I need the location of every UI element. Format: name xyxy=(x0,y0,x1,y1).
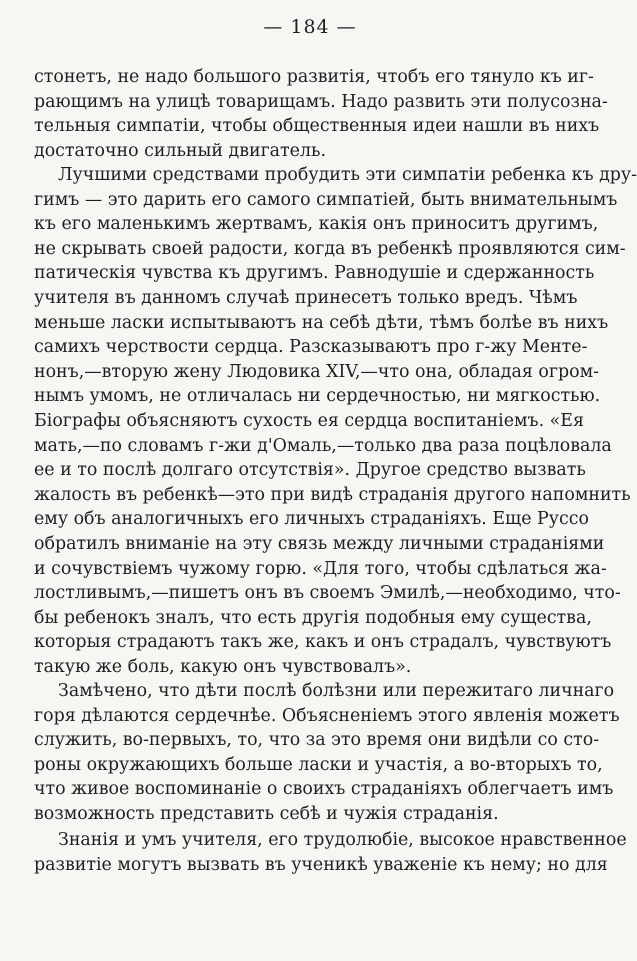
text-line: учителя въ данномъ случаѣ принесетъ только вредъ. Чѣмъ xyxy=(34,287,578,308)
text-line: лостливымъ,—пишетъ онъ въ своемъ Эмилѣ,—необходимо, что- xyxy=(34,583,621,604)
text-line: которыя страдаютъ такъ же, какъ и онъ страдалъ, чувствуютъ xyxy=(34,632,612,653)
text-line: Лучшими средствами пробудить эти симпатіи ребенка къ дру- xyxy=(58,165,637,185)
text-line: Знанія и умъ учителя, его трудолюбіе, высокое нравственное xyxy=(58,830,627,850)
page-number: — 184 — xyxy=(263,16,357,38)
text-line: не скрывать своей радости, когда въ ребенкѣ проявляются сим- xyxy=(34,238,626,259)
text-line: меньше ласки испытываютъ на себѣ дѣти, тѣмъ болѣе въ нихъ xyxy=(34,312,609,333)
paragraph-2 xyxy=(34,163,637,679)
text-line: ему объ аналогичныхъ его личныхъ страданіяхъ. Еще Руссо xyxy=(34,509,589,530)
text-line: бы ребенокъ зналъ, что есть другія подобныя ему существа, xyxy=(34,607,592,628)
paragraph-3 xyxy=(34,679,620,827)
text-line: Замѣчено, что дѣти послѣ болѣзни или пережитаго личнаго xyxy=(58,681,615,701)
text-line: самихъ черствости сердца. Разсказываютъ про г-жу Ментe- xyxy=(34,337,588,358)
text-line: роны окружающихъ больше ласки и участія, а во-вторыхъ то, xyxy=(34,754,603,775)
text-line: нонъ,—вторую жену Людовика XIV,—что она, обладая огром- xyxy=(34,361,599,382)
text-line: служить, во-первыхъ, то, что за это время они видѣли со сто- xyxy=(34,730,600,751)
text-line: и сочувствіемъ чужому горю. «Для того, чтобы сдѣлаться жа- xyxy=(34,558,607,579)
text-line: жалость въ ребенкѣ—это при видѣ страданія другого напомнить xyxy=(34,484,631,505)
text-line: развитіе могутъ вызвать въ ученикѣ уваженіе къ нему; но для xyxy=(34,854,608,875)
text-line: рающимъ на улицѣ товарищамъ. Надо развить эти полусозна- xyxy=(34,91,608,112)
text-line: къ его маленькимъ жертвамъ, какія онъ приноситъ другимъ, xyxy=(34,214,599,235)
text-line: тельныя симпатіи, чтобы общественныя идеи нашли въ нихъ xyxy=(34,116,600,137)
text-line: достаточно сильный двигатель. xyxy=(34,140,327,161)
text-line: стонетъ, не надо большого развитія, чтобъ его тянуло къ иг- xyxy=(34,67,594,87)
text-line: обратилъ вниманіе на эту связь между личными страданіями xyxy=(34,533,605,554)
text-line: горя дѣлаются сердечнѣе. Объясненіемъ этого явленія можетъ xyxy=(34,705,620,726)
text-line: патическія чувства къ другимъ. Равнодушіе и сдержанность xyxy=(34,263,595,284)
text-line: нымъ умомъ, не отличалась ни сердечностью, ни мягкостью. xyxy=(34,386,601,407)
text-line: такую же боль, какую онъ чувствовалъ». xyxy=(34,656,412,677)
text-line: гимъ — это дарить его самого симпатіей, быть внимательнымъ xyxy=(34,189,618,210)
text-line: что живое воспоминаніе о своихъ страданіяхъ облегчаетъ имъ xyxy=(34,779,614,800)
paragraph-4 xyxy=(34,828,627,877)
text-line: мать,—по словамъ г-жи д'Омаль,—только два раза поцѣловала xyxy=(34,435,612,456)
paragraph-1 xyxy=(34,65,608,163)
text-line: возможность представить себѣ и чужія страданія. xyxy=(34,803,499,824)
text-line: ее и то послѣ долгаго отсутствія». Другое средство вызвать xyxy=(34,460,586,481)
text-line: Біографы объясняютъ сухость ея сердца воспитаніемъ. «Ея xyxy=(34,410,584,431)
